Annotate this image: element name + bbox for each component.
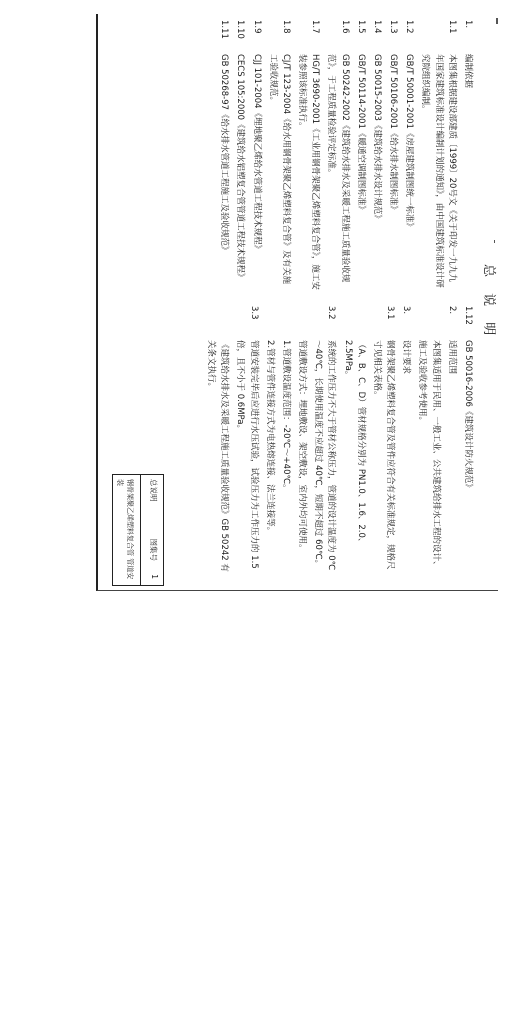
list-item — [295, 306, 308, 576]
item-number: 1.9 — [251, 20, 262, 34]
list-item — [354, 20, 367, 290]
list-item — [418, 20, 458, 290]
item-text: GB 50016-2006《建筑设计防火规范》 — [463, 340, 473, 492]
item-number: 1.2 — [404, 20, 415, 34]
list-item — [204, 306, 230, 576]
title-block-divider — [140, 475, 141, 585]
item-number: 3.1 — [385, 306, 396, 320]
item-number: 1.4 — [371, 20, 382, 34]
item-text: HG/T 3690-2001《工业用钢骨架聚乙烯塑料复合管》，施工安装参照该标准执行。 — [297, 54, 321, 290]
item-text: 《建筑给水排水及采暖工程施工质量验收规范》GB 50242 有关条文执行。 — [206, 340, 230, 572]
list-item — [461, 306, 474, 576]
item-number: 1.3 — [388, 20, 399, 34]
title-block-page-value: 1 — [150, 574, 159, 579]
list-item — [370, 306, 396, 576]
item-number: 1.12 — [463, 306, 473, 325]
item-number: 1.7 — [310, 20, 321, 34]
list-item — [386, 20, 399, 290]
item-number — [204, 306, 230, 340]
list-item — [295, 20, 321, 290]
item-number: 1.11 — [219, 20, 230, 39]
item-text: 本图集适用于民用、一般工业、公共建筑给排水工程的设计、施工及验收参考使用。 — [417, 340, 441, 570]
list-item — [415, 306, 441, 576]
item-text: CJ/T 123-2004《给水用钢骨架聚乙烯塑料复合管》及有关施工验收规范。 — [267, 54, 291, 285]
list-item — [402, 20, 415, 290]
item-number: 1.10 — [235, 20, 246, 39]
title-block-name: 总说明 — [149, 479, 158, 502]
item-text: GB/T 50001-2001《房屋建筑制图统一标准》 — [404, 54, 415, 231]
item-number — [279, 306, 292, 340]
item-number: 1.5 — [355, 20, 366, 34]
list-item — [399, 306, 412, 576]
item-text: GB 50268-97《给水排水管道工程施工及验收规范》 — [219, 54, 230, 255]
scan-speck — [494, 240, 495, 243]
item-number: 3.2 — [326, 306, 337, 320]
page-title: 总 说 明 — [481, 264, 496, 342]
left-column — [214, 20, 474, 290]
item-text: CJJ 101-2004《埋地聚乙烯给水管道工程技术规程》 — [251, 54, 262, 254]
item-text: CECS 105:2000《建筑给水铝塑复合管管道工程技术规程》 — [235, 54, 246, 282]
item-number: 1.1 — [446, 20, 457, 34]
list-item — [324, 20, 350, 290]
item-text: GB 50015-2003《建筑给水排水设计规范》 — [371, 54, 382, 223]
item-text: 1.管道敷设温度范围：-20℃～+40℃。 — [280, 340, 291, 493]
item-text: 2.管材与管件连接方式为电热熔连接、法兰连接等。 — [264, 340, 275, 536]
list-item — [233, 20, 246, 290]
item-text: 适用范围 — [446, 340, 457, 375]
item-text: 管道安装完毕后应进行水压试验，试验压力为工作压力的 1.5 倍，且不小于 0.6MPa。 — [235, 340, 259, 569]
item-text: 编制依据 — [463, 54, 473, 89]
right-column — [201, 306, 474, 576]
list-item — [266, 20, 292, 290]
item-number — [263, 306, 276, 340]
title-block-page-label: 图集号 — [149, 538, 158, 561]
title-block-footer: 钢骨架聚乙烯塑料复合管 管道安装 — [116, 479, 134, 580]
rotated-content-area — [104, 14, 504, 590]
item-number — [340, 306, 366, 340]
list-item — [445, 306, 458, 576]
item-text: 钢骨架聚乙烯塑料复合管及管件应符合有关标准规定，规格尺寸见相关表格。 — [371, 340, 396, 570]
item-text: 系统的工作压力不大于管材公称压力，管道的设计温度为 0℃～40℃，长期使用温度不应超过 40℃，短期不超过 60℃。 — [313, 340, 337, 571]
item-number — [295, 306, 308, 340]
item-number: 1.8 — [280, 20, 291, 34]
item-number: 1. — [463, 20, 473, 29]
list-item — [340, 306, 366, 576]
item-number: 3.3 — [248, 306, 259, 320]
list-item — [461, 20, 474, 290]
list-item — [233, 306, 259, 576]
item-text: 本图集根据建设部建质〔1999〕20号文《关于印发一九九九年国家建筑标准设计编制计划的通知》，由中国建筑标准设计研究院组织编制。 — [420, 54, 457, 288]
item-number: 3. — [401, 306, 412, 315]
scanned-page — [96, 14, 498, 591]
list-item — [370, 20, 383, 290]
scan-speck — [496, 18, 498, 24]
item-text: GB 50242-2002《建筑给水排水及采暖工程施工质量验收规范》，于工程质量检验评定标准。 — [326, 54, 350, 283]
item-number: 1.6 — [339, 20, 350, 34]
item-text: （A、B、C、D）管材规格分别为 PN1.0、1.6、2.0、2.5MPa。 — [342, 340, 366, 547]
item-text: GB/T 50114-2001《暖通空调制图标准》 — [355, 54, 366, 214]
item-text: 设计要求 — [401, 340, 412, 375]
page-content — [104, 14, 504, 590]
list-item — [279, 306, 292, 576]
title-block — [112, 474, 164, 586]
list-item — [311, 306, 337, 576]
item-text: GB/T 50106-2001《给水排水制图标准》 — [388, 54, 399, 214]
list-item — [249, 20, 262, 290]
list-item — [217, 20, 230, 290]
item-text: 管道敷设方式：埋地敷设、架空敷设，室内外均可使用。 — [297, 340, 308, 553]
list-item — [263, 306, 276, 576]
item-number — [415, 306, 441, 340]
item-number: 2. — [446, 306, 457, 315]
